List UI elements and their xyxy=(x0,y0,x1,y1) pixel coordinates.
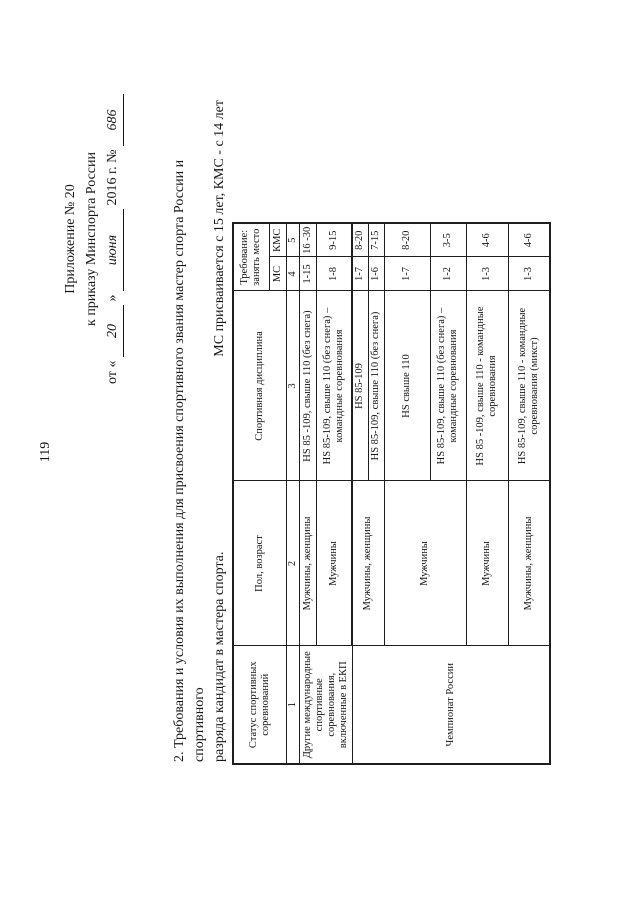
discipline-cell: HS свыше 110 xyxy=(384,291,430,481)
table-row xyxy=(299,223,316,764)
discipline-cell: HS 85 -109, свыше 110 (без снега) xyxy=(299,291,316,481)
order-number: 686 xyxy=(102,94,124,146)
date-year: 2016 г. № xyxy=(105,149,120,206)
header-requirement: Требование: занять место xyxy=(233,223,269,291)
gender-cell: Мужчины xyxy=(466,481,508,646)
gender-cell: Мужчины xyxy=(384,481,466,646)
kms-cell: 4-6 xyxy=(508,223,550,257)
date-prefix: от « xyxy=(105,360,120,384)
gender-cell: Мужчины, женщины xyxy=(508,481,550,646)
ms-cell: 1-8 xyxy=(316,257,352,291)
header-kms: КМС xyxy=(269,223,286,257)
ms-cell: 1-3 xyxy=(508,257,550,291)
ms-cell: 1-3 xyxy=(466,257,508,291)
column-number: 2 xyxy=(286,481,299,646)
date-month: июня xyxy=(102,209,124,291)
document-sheet xyxy=(20,2,620,902)
intro-line-2: разряда кандидат в мастера спорта. xyxy=(212,551,227,762)
discipline-cell: HS 85-109, свыше 110 (без снега) xyxy=(368,291,384,481)
gender-cell: Мужчины, женщины xyxy=(352,481,384,646)
appendix-header xyxy=(60,94,124,384)
column-number: 1 xyxy=(286,646,299,764)
ms-cell: 1-6 xyxy=(368,257,384,291)
status-cell: Чемпионат России xyxy=(352,646,550,764)
kms-cell: 9-15 xyxy=(316,223,352,257)
ms-cell: 1-2 xyxy=(430,257,466,291)
header-discipline: Спортивная дисциплина xyxy=(233,291,286,481)
date-quote-close: » xyxy=(105,294,120,302)
gender-cell: Мужчины, женщины xyxy=(299,481,316,646)
kms-cell: 8-20 xyxy=(384,223,430,257)
gender-cell: Мужчины xyxy=(316,481,352,646)
kms-cell: 3-5 xyxy=(430,223,466,257)
status-cell: Другие международные спортивные соревнования, включенные в ЕКП xyxy=(299,646,352,764)
column-number: 5 xyxy=(286,223,299,257)
assign-age-note: МС присваивается с 15 лет, КМС - с 14 лет xyxy=(212,100,227,357)
kms-cell: 16 -30 xyxy=(299,223,316,257)
appendix-title: Приложение № 20 xyxy=(63,184,78,294)
ms-cell: 1-15 xyxy=(299,257,316,291)
discipline-cell: HS 85-109, свыше 110 - командные соревнования (микст) xyxy=(508,291,550,481)
column-number: 4 xyxy=(286,257,299,291)
header-status: Статус спортивных соревнований xyxy=(233,646,286,764)
requirements-table xyxy=(232,222,551,765)
kms-cell: 4-6 xyxy=(466,223,508,257)
header-ms: МС xyxy=(269,257,286,291)
date-line xyxy=(102,94,124,384)
page-number: 119 xyxy=(38,441,53,463)
date-day: 20 xyxy=(102,305,124,357)
table-row xyxy=(352,223,368,764)
intro-line-1: 2. Требования и условия их выполнения для присвоения спортивного звания мастер спорта России и спортивного xyxy=(172,159,207,762)
ms-cell: 1-7 xyxy=(352,257,368,291)
header-gender: Пол, возраст xyxy=(233,481,286,646)
order-line: к приказу Минспорта России xyxy=(84,152,99,326)
discipline-cell: HS 85 -109, свыше 110 - командные соревнования xyxy=(466,291,508,481)
kms-cell: 7-15 xyxy=(368,223,384,257)
discipline-cell: HS 85-109, свыше 110 (без снега) – командные соревнования xyxy=(316,291,352,481)
discipline-cell: HS 85-109 xyxy=(352,291,368,481)
ms-cell: 1-7 xyxy=(384,257,430,291)
kms-cell: 8-20 xyxy=(352,223,368,257)
discipline-cell: HS 85-109, свыше 110 (без снега) – командные соревнования xyxy=(430,291,466,481)
column-number: 3 xyxy=(286,291,299,481)
